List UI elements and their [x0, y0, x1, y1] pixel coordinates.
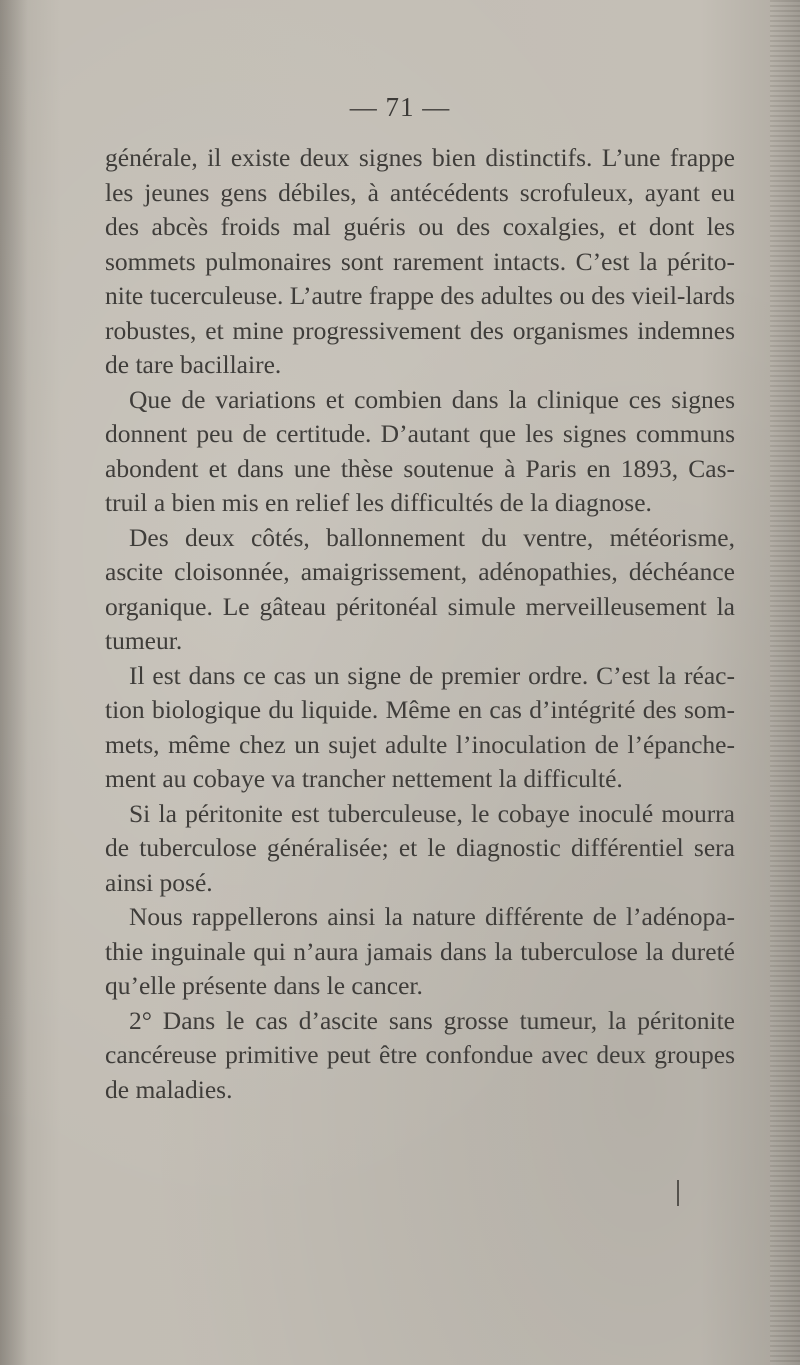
paragraph: 2° Dans le cas d’ascite sans grosse tumeur, la péritonite cancéreuse primitive peut être confondue avec deux groupes de maladies.: [105, 1005, 735, 1104]
paragraph: Que de variations et combien dans la clinique ces signes donnent peu de certitude. D’autant que les signes communs abondent et dans une thèse soutenue à Paris en 1893, Cas-truil a bien mis en relief les difficultés de la diagnose.: [105, 384, 735, 517]
paragraph: générale, il existe deux signes bien distinctifs. L’une frappe les jeunes gens débiles, à antécédents scrofuleux, ayant eu des abcès froids mal guéris ou des coxalgies, et dont les sommets pulmonaires sont rarement intacts. C’est la périto-nite tucerculeuse. L’autre frappe des adultes ou des vieil-lards robustes, et mine progressivement des organismes indemnes de tare bacillaire.: [105, 143, 735, 379]
body-text: [105, 141, 735, 1107]
paragraph: Il est dans ce cas un signe de premier ordre. C’est la réac-tion biologique du liquide. Même en cas d’intégrité des som-mets, même chez un sujet adulte l’inoculation de l’épanche-ment au cobaye va trancher nettement la difficulté.: [105, 660, 735, 793]
page-number: — 71 —: [349, 92, 451, 122]
paragraph: Nous rappellerons ainsi la nature différente de l’adénopa-thie inguinale qui n’aura jamais dans la tuberculose la dureté qu’elle présente dans le cancer.: [105, 902, 735, 1000]
paragraph: Des deux côtés, ballonnement du ventre, météorisme, ascite cloisonnée, amaigrissement, adénopathies, déchéance organique. Le gâteau péritonéal simule merveilleusement la tumeur.: [105, 522, 735, 655]
paragraph: Si la péritonite est tuberculeuse, le cobaye inoculé mourra de tuberculose généralisée; et le diagnostic différentiel sera ainsi posé.: [105, 798, 735, 897]
pencil-mark: [677, 1180, 679, 1206]
